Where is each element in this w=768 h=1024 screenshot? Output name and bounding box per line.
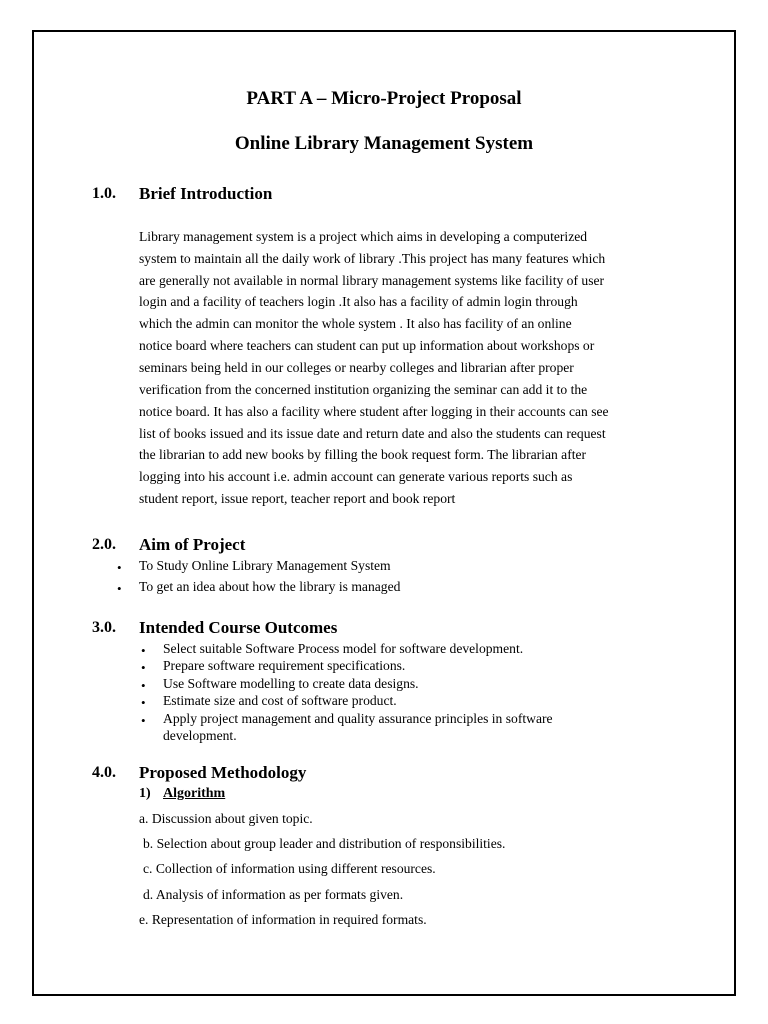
- outcome-item: Estimate size and cost of software product.: [163, 693, 397, 708]
- outcome-item: Use Software modelling to create data designs.: [163, 676, 419, 691]
- section-1-number: 1.0.: [92, 185, 116, 202]
- page-subtitle: Online Library Management System: [234, 133, 534, 154]
- intro-line: list of books issued and its issue date and return date and also the students can request: [139, 426, 606, 441]
- outcome-item: Select suitable Software Process model for software development.: [163, 641, 524, 656]
- method-step: a. Discussion about given topic.: [139, 811, 313, 826]
- bullet-icon: •: [141, 695, 146, 710]
- bullet-icon: •: [117, 560, 122, 575]
- bullet-icon: •: [141, 678, 146, 693]
- intro-line: student report, issue report, teacher report and book report: [139, 491, 456, 506]
- page-title: PART A – Micro-Project Proposal: [246, 88, 522, 109]
- intro-line: Library management system is a project which aims in developing a computerized: [139, 229, 588, 244]
- section-2-number: 2.0.: [92, 536, 116, 553]
- intro-line: notice board. It has also a facility where student after logging in their accounts can see: [139, 404, 609, 419]
- method-step: c. Collection of information using different resources.: [143, 861, 436, 876]
- bullet-icon: •: [117, 581, 122, 596]
- intro-line: system to maintain all the daily work of library .This project has many features which: [139, 251, 606, 266]
- intro-line: logging into his account i.e. admin account can generate various reports such as: [139, 469, 573, 484]
- section-4-heading: Proposed Methodology: [139, 763, 307, 782]
- section-4-number: 4.0.: [92, 764, 116, 781]
- intro-line: verification from the concerned institution organizing the seminar can add it to the: [139, 382, 588, 397]
- intro-line: which the admin can monitor the whole system . It also has facility of an online: [139, 316, 572, 331]
- intro-line: notice board where teachers can student can put up information about workshops or: [139, 338, 595, 353]
- aim-item: To Study Online Library Management System: [139, 558, 391, 573]
- aim-item: To get an idea about how the library is managed: [139, 579, 401, 594]
- outcome-item: Prepare software requirement specifications.: [163, 658, 406, 673]
- outcome-item-continued: development.: [163, 728, 237, 743]
- intro-line: are generally not available in normal library management systems like facility of user: [139, 273, 605, 288]
- section-1-heading: Brief Introduction: [139, 184, 273, 203]
- intro-line: the librarian to add new books by filling the book request form. The librarian after: [139, 447, 587, 462]
- algorithm-number: 1): [139, 786, 151, 801]
- section-3-heading: Intended Course Outcomes: [139, 618, 338, 637]
- algorithm-title: Algorithm: [163, 786, 226, 801]
- method-step: d. Analysis of information as per formats given.: [143, 887, 404, 902]
- section-2-heading: Aim of Project: [139, 535, 246, 554]
- outcome-item: Apply project management and quality assurance principles in software: [163, 711, 553, 726]
- method-step: e. Representation of information in required formats.: [139, 912, 427, 927]
- method-step: b. Selection about group leader and distribution of responsibilities.: [143, 836, 506, 851]
- bullet-icon: •: [141, 643, 146, 658]
- intro-line: seminars being held in our colleges or nearby colleges and librarian after proper: [139, 360, 574, 375]
- bullet-icon: •: [141, 713, 146, 728]
- bullet-icon: •: [141, 660, 146, 675]
- section-3-number: 3.0.: [92, 619, 116, 636]
- intro-line: login and a facility of teachers login .It also has a facility of admin login through: [139, 294, 578, 309]
